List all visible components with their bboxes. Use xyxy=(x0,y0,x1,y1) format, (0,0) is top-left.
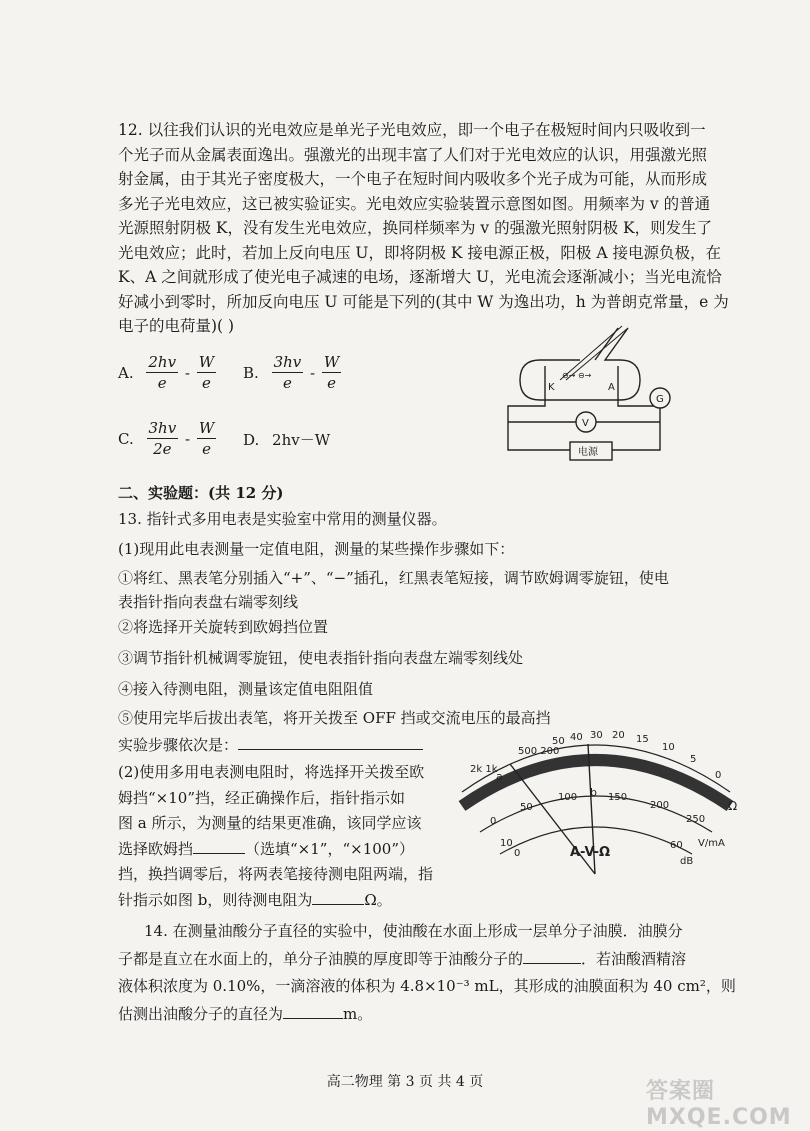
q13-step1b: 表指针指向表盘右端零刻线 xyxy=(118,593,299,611)
svg-text:50: 50 xyxy=(552,736,565,747)
q13-step5: ⑤使用完毕后拔出表笔，将开关拨至 OFF 挡或交流电压的最高挡 xyxy=(118,709,551,727)
page-footer: 高二物理 第 3 页 共 4 页 xyxy=(326,1074,484,1090)
svg-text:60: 60 xyxy=(670,840,683,851)
svg-text:250: 250 xyxy=(686,814,706,825)
q13-step1a: ①将红、黑表笔分别插入“+”、“−”插孔，红黑表笔短接，调节欧姆调零旋钮，使电 xyxy=(118,569,669,587)
svg-text:Ω: Ω xyxy=(728,799,738,813)
fraction: $\frac{W}{e}$ xyxy=(323,353,340,392)
q13-part2: (2)使用多用电表测电阻时，将选择开关拨至欧 姆挡“×10”挡，经正确操作后，指针指示如 图 a 所示，为测量的结果更准确，该同学应该 选择欧姆挡 （选填“×1”，“×100”） 挡，换挡调零后，将两表笔接待测电阻两端，指 针指示如图 b，则待测电阻为 Ω。 xyxy=(118,763,434,909)
svg-text:15: 15 xyxy=(636,734,649,745)
fraction: $\frac{3hv}{2e}$ xyxy=(148,419,177,458)
q12-line: 12. 以往我们认识的光电效应是单光子光电效应，即一个电子在极短时间内只吸收到一 xyxy=(118,121,706,139)
ohm-scale-arc xyxy=(462,760,730,806)
q13-intro: 13. 指针式多用电表是实验室中常用的测量仪器。 xyxy=(118,510,447,528)
svg-text:20: 20 xyxy=(612,730,625,741)
answer-blank[interactable] xyxy=(283,1018,343,1019)
fraction: $\frac{2hv}{e}$ xyxy=(148,353,177,392)
question-14-text: 14. 在测量油酸分子直径的实验中，使油酸在水面上形成一层单分子油膜．油膜分 子都是直立在水面上的，单分子油膜的厚度即等于油酸分子的 ．若油酸酒精溶 液体积浓度为 0.10%，一滴溶液的体积为 4.8×10⁻³ mL，其形成的油膜面积为 40 cm²，则 估测出油酸分子的直径为 m。 xyxy=(118,922,736,1023)
svg-text:50: 50 xyxy=(520,802,533,813)
q12-line: 光源照射阴极 K，没有发生光电效应，换同样频率为 v 的强激光照射阴极 K，则发生了 xyxy=(118,219,713,237)
q12-line: 好减小到零时，所加反向电压 U 可能是下列的(其中 W 为逸出功，h 为普朗克常量，e 为 xyxy=(118,292,729,311)
label-k: K xyxy=(548,382,555,393)
fraction: $\frac{3hv}{e}$ xyxy=(273,353,302,392)
q12-line: K、A 之间就形成了使光电子减速的电场，逐渐增大 U，光电流会逐渐减小；当光电流恰 xyxy=(118,268,722,286)
svg-text:⊖→ ⊖→: ⊖→ ⊖→ xyxy=(562,371,592,380)
svg-text:V/mA: V/mA xyxy=(698,838,725,849)
q12-line: 光电效应；此时，若加上反向电压 U，即将阴极 K 接电源正极，阳极 A 接电源负极，在 xyxy=(118,243,721,262)
svg-text:40: 40 xyxy=(570,732,583,743)
mode-label: A-V-Ω xyxy=(570,845,611,860)
svg-text:2k 1k: 2k 1k xyxy=(470,764,498,775)
multimeter-dial xyxy=(440,724,750,884)
svg-text:0: 0 xyxy=(514,848,521,859)
option-label: B. xyxy=(243,363,259,382)
pointer-label-a: a xyxy=(496,770,503,783)
option-a: A. $\frac{2hv}{e}$ - $\frac{W}{e}$ xyxy=(118,353,215,392)
option-label: A. xyxy=(118,363,134,382)
svg-text:150: 150 xyxy=(608,792,628,803)
question-12-text xyxy=(118,118,729,339)
vacuum-tube xyxy=(520,328,640,400)
svg-text:0: 0 xyxy=(715,770,722,781)
option-d xyxy=(243,429,330,450)
q13-step3: ③调节指针机械调零旋钮，使电表指针指向表盘左端零刻线处 xyxy=(118,649,524,667)
option-label: C. xyxy=(118,429,134,448)
photoelectric-apparatus-diagram xyxy=(500,322,680,467)
label-a: A xyxy=(608,382,615,393)
q12-line: 射金属，由于其光子密度极大，一个电子在短时间内吸收多个光子成为可能，从而形成 xyxy=(118,170,708,188)
svg-text:dB: dB xyxy=(680,856,694,867)
option-b: B. $\frac{3hv}{e}$ - $\frac{W}{e}$ xyxy=(243,353,340,392)
svg-text:30: 30 xyxy=(590,730,603,741)
answer-blank[interactable] xyxy=(238,749,423,750)
q13-step4: ④接入待测电阻，测量该定值电阻阻值 xyxy=(118,680,374,698)
watermark: 答案圈 MXQE.COM xyxy=(646,1079,792,1130)
answer-blank[interactable] xyxy=(523,963,581,964)
svg-text:200: 200 xyxy=(650,800,670,811)
label-v: V xyxy=(582,418,589,429)
label-g: G xyxy=(656,394,664,405)
label-power: 电源 xyxy=(578,447,598,458)
option-c: C. $\frac{3hv}{2e}$ - $\frac{W}{e}$ xyxy=(118,419,215,458)
fraction: $\frac{W}{e}$ xyxy=(198,353,215,392)
answer-blank[interactable] xyxy=(193,853,245,854)
fraction: $\frac{W}{e}$ xyxy=(198,419,215,458)
option-label: D. xyxy=(243,431,260,449)
svg-text:100: 100 xyxy=(558,792,578,803)
svg-text:500 200: 500 200 xyxy=(518,746,560,757)
q12-line: 电子的电荷量)( ) xyxy=(118,317,235,335)
answer-blank[interactable] xyxy=(312,904,364,905)
option-text: 2hv－W xyxy=(272,431,331,449)
section-title: 二、实验题：(共 12 分) xyxy=(118,484,284,502)
q13-step2: ②将选择开关旋转到欧姆挡位置 xyxy=(118,618,329,636)
svg-text:10: 10 xyxy=(662,742,675,753)
svg-text:10: 10 xyxy=(500,838,513,849)
svg-text:0: 0 xyxy=(490,816,497,827)
svg-text:5: 5 xyxy=(690,754,697,765)
pointer-label-b: b xyxy=(590,786,597,799)
q13-order: 实验步骤依次是： xyxy=(118,733,423,757)
q12-line: 个光子而从金属表面逸出。强激光的出现丰富了人们对于光电效应的认识，用强激光照 xyxy=(118,145,708,164)
q13-part1: (1)现用此电表测量一定值电阻，测量的某些操作步骤如下： xyxy=(118,540,515,558)
q12-line: 多光子光电效应，这已被实验证实。光电效应实验装置示意图如图。用频率为 v 的普通 xyxy=(118,194,711,213)
